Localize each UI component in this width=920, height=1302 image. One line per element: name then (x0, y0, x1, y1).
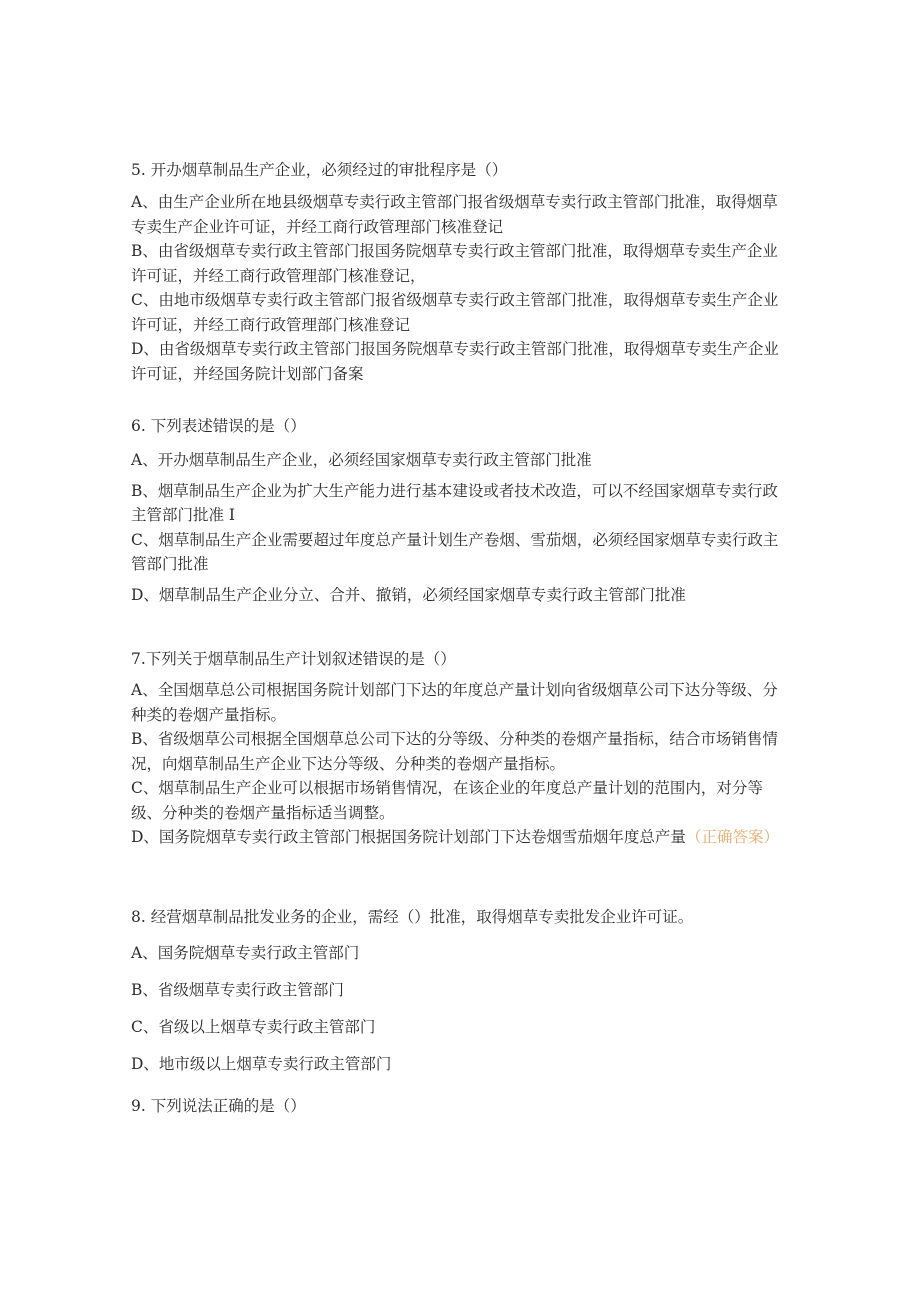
question-9 (131, 1094, 791, 1118)
question-7-option-c: C、烟草制品生产企业可以根据市场销售情况，在该企业的年度总产量计划的范围内，对分等级、分种类的卷烟产量指标适当调整。 (131, 779, 763, 822)
question-8 (131, 905, 791, 1089)
question-7-option-b: B、省级烟草公司根据全国烟草总公司下达的分等级、分种类的卷烟产量指标，结合市场销售情况，向烟草制品生产企业下达分等级、分种类的卷烟产量指标。 (131, 730, 778, 773)
question-7-option-a: A、全国烟草总公司根据国务院计划部门下达的年度总产量计划向省级烟草公司下达分等级、分种类的卷烟产量指标。 (131, 681, 778, 724)
question-7-option-d-text: D、国务院烟草专卖行政主管部门根据国务院计划部门下达卷烟雪茄烟年度总产量 (131, 828, 686, 846)
question-5-option-b: B、由省级烟草专卖行政主管部门报国务院烟草专卖行政主管部门批准，取得烟草专卖生产企业许可证，并经工商行政管理部门核准登记， (131, 242, 778, 285)
question-7-option-d (131, 825, 791, 850)
question-8-option-c: C、省级以上烟草专卖行政主管部门 (131, 1018, 376, 1036)
question-8-title: 8. 经营烟草制品批发业务的企业，需经（）批准，取得烟草专卖批发企业许可证。 (131, 908, 694, 926)
question-6-option-c: C、烟草制品生产企业需要超过年度总产量计划生产卷烟、雪茄烟，必须经国家烟草专卖行政主管部门批准 (131, 530, 779, 573)
question-6-option-a: A、开办烟草制品生产企业，必须经国家烟草专卖行政主管部门批准 (131, 451, 592, 469)
question-5-option-d: D、由省级烟草专卖行政主管部门报国务院烟草专卖行政主管部门批准，取得烟草专卖生产企业许可证，并经国务院计划部门备案 (131, 340, 779, 383)
question-6 (131, 414, 791, 613)
correct-answer-note: （正确答案） (685, 828, 779, 846)
question-6-option-d: D、烟草制品生产企业分立、合并、撤销，必须经国家烟草专卖行政主管部门批准 (131, 585, 686, 604)
question-9-title: 9. 下列说法正确的是（） (131, 1097, 306, 1115)
question-8-option-a: A、国务院烟草专卖行政主管部门 (131, 944, 360, 962)
question-5-option-a: A、由生产企业所在地县级烟草专卖行政主管部门报省级烟草专卖行政主管部门批准，取得烟草专卖生产企业许可证，并经工商行政管理部门核准登记 (131, 193, 778, 236)
question-8-option-b: B、省级烟草专卖行政主管部门 (131, 981, 344, 999)
question-6-title: 6. 下列表述错误的是（） (131, 417, 306, 435)
question-6-option-b: B、烟草制品生产企业为扩大生产能力进行基本建设或者技术改造，可以不经国家烟草专卖行政主管部门批准 I (131, 481, 778, 524)
question-5-option-c: C、由地市级烟草专卖行政主管部门报省级烟草专卖行政主管部门批准，取得烟草专卖生产企业许可证，并经工商行政管理部门核准登记 (131, 291, 779, 334)
question-5 (131, 158, 791, 386)
question-7 (131, 647, 791, 850)
question-8-option-d: D、地市级以上烟草专卖行政主管部门 (131, 1055, 392, 1073)
question-5-title: 5. 开办烟草制品生产企业，必须经过的审批程序是（） (131, 161, 508, 179)
question-7-title: 7.下列关于烟草制品生产计划叙述错误的是（） (131, 650, 456, 668)
